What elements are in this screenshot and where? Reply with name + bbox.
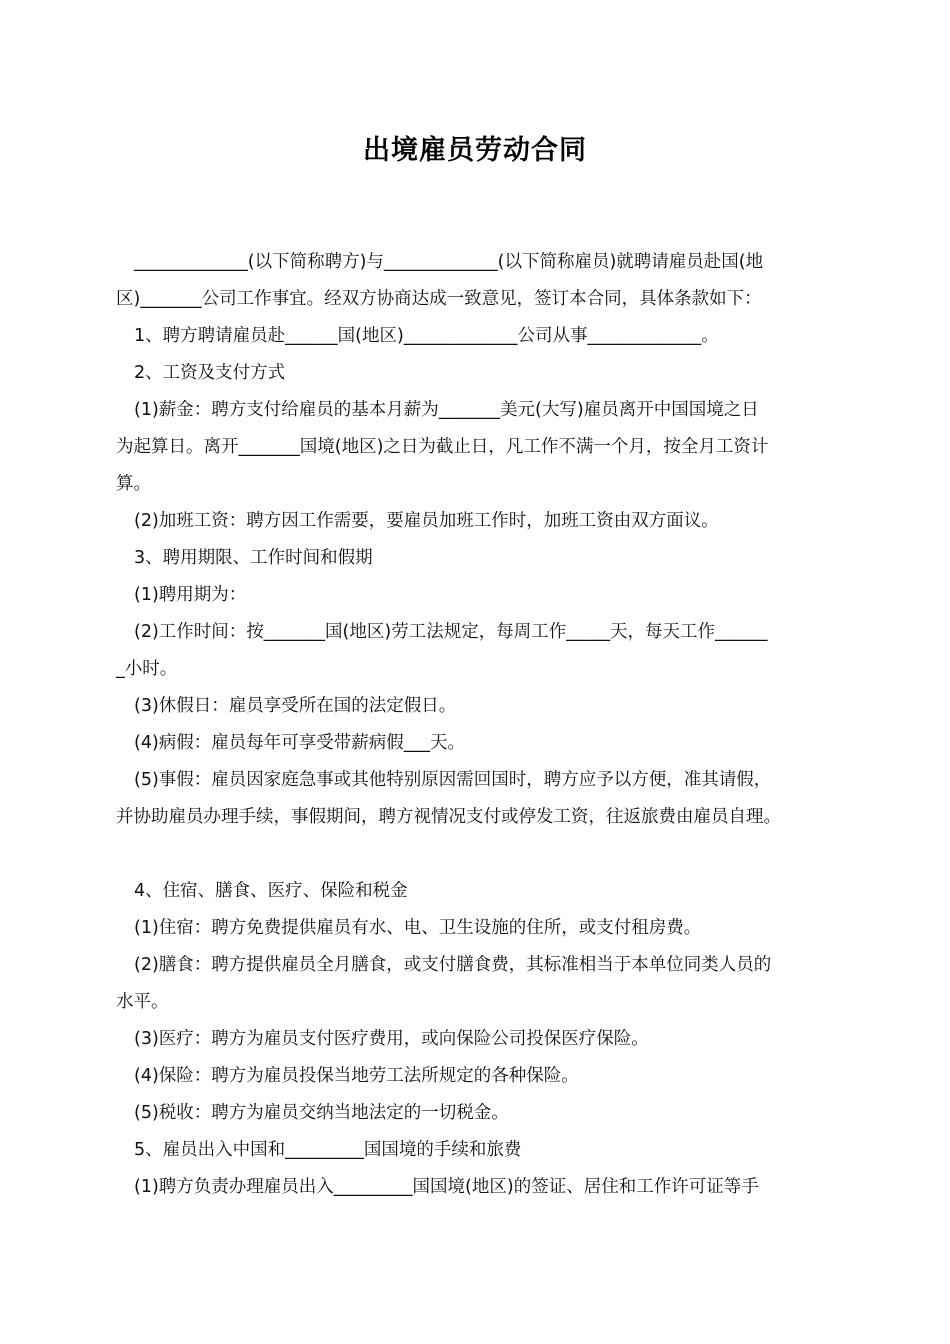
page-title: 出境雇员劳动合同: [363, 135, 587, 166]
section-heading: 2、工资及支付方式: [134, 363, 286, 383]
paragraph-line: _小时。: [116, 659, 178, 679]
paragraph-line: (4)病假：雇员每年可享受带薪病假___天。: [134, 733, 466, 753]
paragraph-line: 并协助雇员办理手续，事假期间，聘方视情况支付或停发工资，往返旅费由雇员自理。: [116, 807, 781, 827]
paragraph-gap: [116, 836, 846, 873]
paragraph-line: 为起算日。离开_______国境(地区)之日为截止日，凡工作不满一个月，按全月工资计: [116, 437, 769, 457]
paragraph-line: (2)膳食：聘方提供雇员全月膳食，或支付膳食费，其标准相当于本单位同类人员的: [134, 955, 772, 975]
paragraph-line: 区)_______公司工作事宜。经双方协商达成一致意见，签订本合同，具体条款如下：: [116, 289, 762, 309]
paragraph-line: 1、聘方聘请雇员赴______国(地区)_____________公司从事_____________。: [134, 326, 719, 346]
paragraph-line: (1)薪金：聘方支付给雇员的基本月薪为_______美元(大写)雇员离开中国国境之日: [134, 400, 759, 420]
paragraph-line: (5)税收：聘方为雇员交纳当地法定的一切税金。: [134, 1103, 509, 1123]
paragraph-line: (1)住宿：聘方免费提供雇员有水、电、卫生设施的住所，或支付租房费。: [134, 918, 702, 938]
paragraph-line: (3)休假日：雇员享受所在国的法定假日。: [134, 696, 457, 716]
paragraph-line: (3)医疗：聘方为雇员支付医疗费用，或向保险公司投保医疗保险。: [134, 1029, 649, 1049]
paragraph-line: 算。: [116, 474, 151, 494]
paragraph-line: (2)加班工资：聘方因工作需要，要雇员加班工作时，加班工资由双方面议。: [134, 511, 719, 531]
contract-body: [116, 244, 846, 1206]
paragraph-line: (2)工作时间：按_______国(地区)劳工法规定，每周工作_____天，每天工作______: [134, 622, 768, 642]
paragraph-line: (4)保险：聘方为雇员投保当地劳工法所规定的各种保险。: [134, 1066, 579, 1086]
section-heading: 5、雇员出入中国和_________国国境的手续和旅费: [134, 1140, 522, 1160]
paragraph-line: 水平。: [116, 992, 169, 1012]
paragraph-line: (1)聘方负责办理雇员出入_________国国境(地区)的签证、居住和工作许可证等手: [134, 1177, 759, 1197]
section-heading: 4、住宿、膳食、医疗、保险和税金: [134, 881, 408, 901]
paragraph-line: (1)聘用期为：: [134, 585, 247, 605]
paragraph-line: (5)事假：雇员因家庭急事或其他特别原因需回国时，聘方应予以方便，准其请假，: [134, 770, 772, 790]
section-heading: 3、聘用期限、工作时间和假期: [134, 548, 373, 568]
paragraph-line: _____________(以下简称聘方)与_____________(以下简称雇员)就聘请雇员赴国(地: [134, 252, 764, 272]
